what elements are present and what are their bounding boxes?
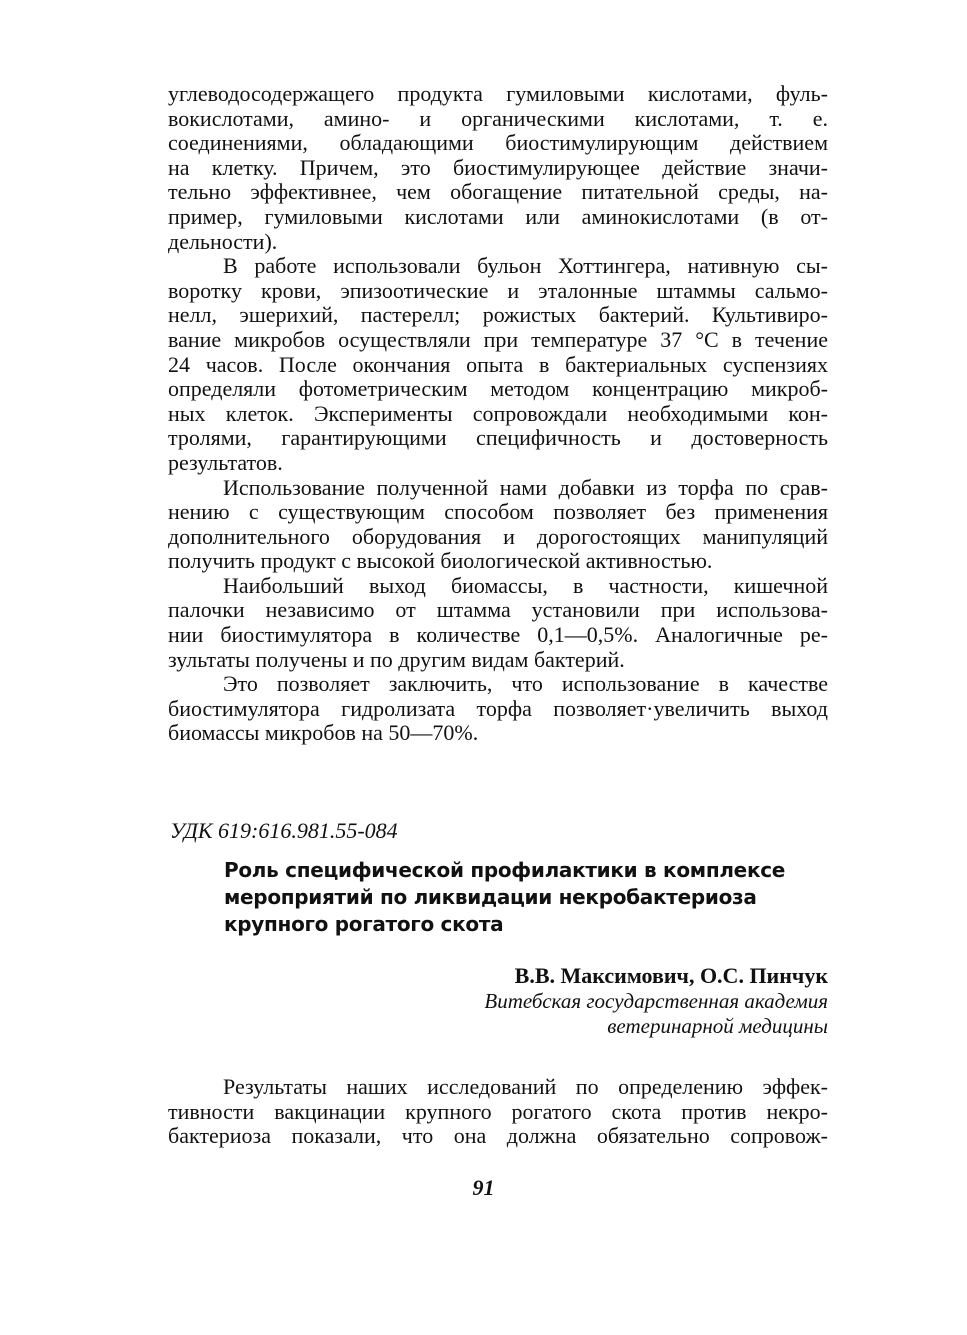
text-line: вокислотами, амино- и органическими кислотами, т. е. [168, 105, 828, 131]
text-line: биомассы микробов на 50—70%. [168, 720, 479, 746]
text-line: биостимулятора гидролизата торфа позволяет·увеличить выход [168, 695, 828, 721]
paragraph-5 [168, 672, 828, 746]
paragraph-6 [168, 1075, 828, 1149]
paragraph-1 [168, 82, 828, 254]
author-names: В.В. Максимович, О.С. Пинчук [514, 963, 828, 988]
body-text-top [168, 82, 828, 746]
text-line: нии биостимулятора в количестве 0,1—0,5%. Аналогичные ре- [168, 622, 828, 648]
affiliation-line: ветеринарной медицины [607, 1014, 828, 1038]
text-line: результатов. [168, 449, 283, 475]
affiliation-line: Витебская государственная академия [484, 989, 828, 1013]
paragraph-3 [168, 476, 828, 574]
text-line: нелл, эшерихий, пастерелл; рожистых бактерий. Культивиро- [168, 302, 828, 328]
text-line: зультаты получены и по другим видам бактерий. [168, 646, 625, 672]
page-number: 91 [472, 1175, 495, 1200]
paragraph-4 [168, 574, 828, 672]
text-line: тролями, гарантирующими специфичность и достоверность [168, 425, 828, 451]
text-line: соединениями, обладающими биостимулирующим действием [168, 130, 828, 156]
text-line: нению с существующим способом позволяет без применения [168, 499, 828, 525]
udk-code: УДК 619:616.981.55-084 [170, 818, 398, 843]
text-line: 24 часов. После окончания опыта в бактериальных суспензиях [168, 351, 828, 377]
text-line: углеводосодержащего продукта гумиловыми кислотами, фуль- [168, 81, 828, 106]
author-block [484, 963, 828, 1039]
title-line: Роль специфической профилактики в комплексе [224, 858, 786, 882]
body-text-bottom [168, 1075, 828, 1149]
text-line: бактериоза показали, что она должна обязательно сопровож- [168, 1123, 828, 1149]
text-line: Результаты наших исследований по определению эффек- [223, 1074, 828, 1099]
paragraph-2 [168, 254, 828, 475]
text-line: Это позволяет заключить, что использование в качестве [223, 671, 828, 697]
text-line: определяли фотометрическим методом концентрацию микроб- [168, 376, 828, 402]
text-line: ных клеток. Эксперименты сопровождали необходимыми кон- [168, 400, 828, 426]
text-line: дельности). [168, 228, 278, 254]
text-line: пример, гумиловыми кислотами или аминокислотами (в от- [168, 203, 828, 229]
text-line: тивности вакцинации крупного рогатого скота против некро- [168, 1098, 828, 1124]
article-title [224, 857, 785, 938]
text-line: В работе использовали бульон Хоттингера, нативную сы- [223, 253, 828, 279]
text-line: тельно эффективнее, чем обогащение питательной среды, на- [168, 179, 828, 205]
text-line: вание микробов осуществляли при температуре 37 °С в течение [168, 326, 828, 352]
text-line: дополнительного оборудования и дорогостоящих манипуляций [168, 523, 828, 549]
text-line: Использование полученной нами добавки из торфа по срав- [223, 474, 828, 500]
text-line: на клетку. Причем, это биостимулирующее действие значи- [168, 154, 828, 180]
title-line: крупного рогатого скота [224, 912, 504, 936]
text-line: Наибольший выход биомассы, в частности, кишечной [223, 572, 828, 598]
text-line: получить продукт с высокой биологической активностью. [168, 548, 713, 574]
text-line: воротку крови, эпизоотические и эталонные штаммы сальмо- [168, 277, 828, 303]
text-line: палочки независимо от штамма установили при использова- [168, 597, 828, 623]
title-line: мероприятий по ликвидации некробактериоза [224, 885, 757, 909]
